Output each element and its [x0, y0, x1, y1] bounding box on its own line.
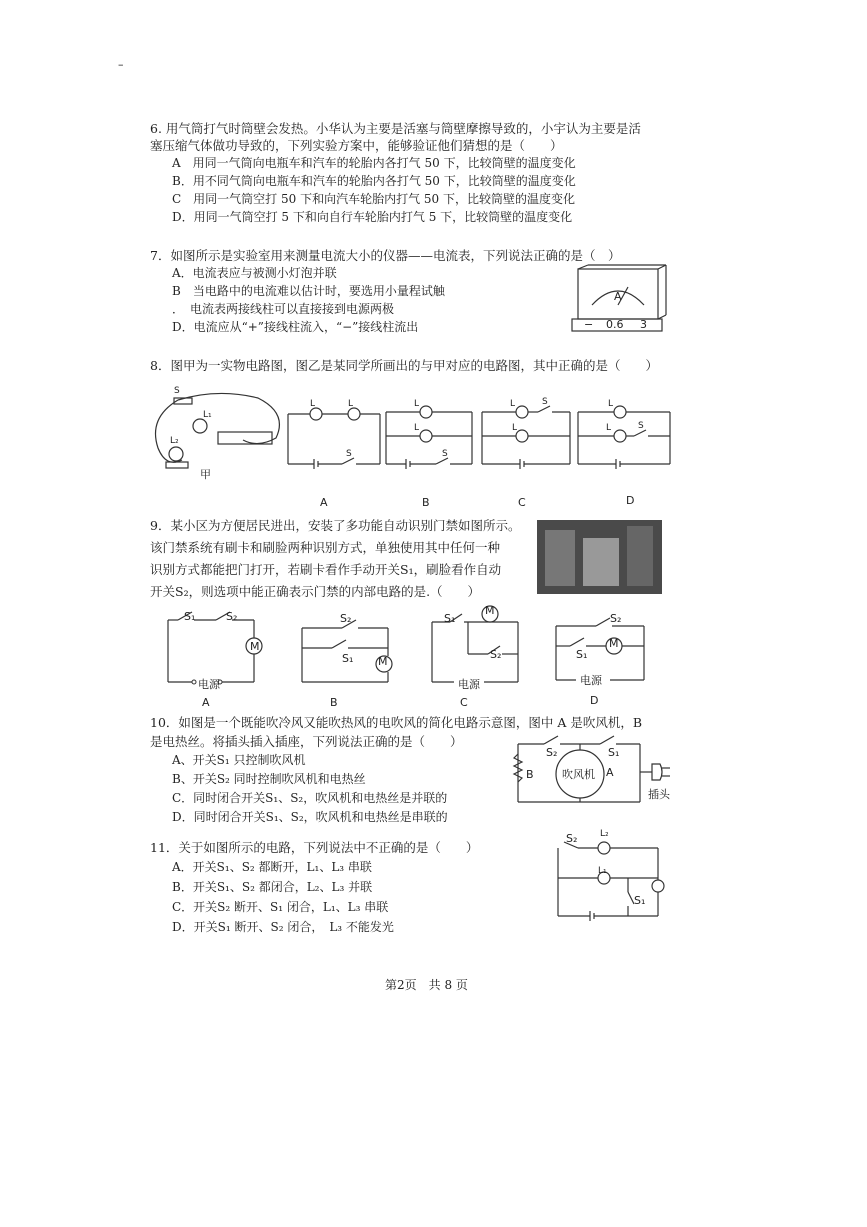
q11-option-b: B．开关S₁、S₂ 都闭合，L₂、L₃ 并联 — [172, 880, 373, 894]
q6-option-d: D．用同一气筒空打 5 下和向自行车轮胎内打气 5 下，比较筒壁的温度变化 — [172, 210, 573, 224]
q10-fig-plug: 插头 — [648, 788, 670, 801]
ammeter-symbol: A — [614, 290, 622, 303]
q8-circuit-c — [482, 397, 574, 468]
q9b-motor: M — [378, 655, 388, 668]
q9-line-4: 开关S₂，则选项中能正确表示门禁的内部电路的是.（ ） — [150, 584, 481, 599]
ammeter-terminal-06: 0.6 — [606, 318, 624, 331]
page-footer: 第2页 共 8 页 — [385, 978, 468, 992]
q9a-s2: S₂ — [226, 610, 238, 623]
q8-physical-circuit — [148, 388, 288, 478]
q6-stem-2: 塞压缩气体做功导致的，下列实验方案中，能够验证他们猜想的是（ ） — [150, 138, 563, 153]
q10-fig-a: A — [606, 766, 614, 779]
q9d-power: 电源 — [580, 674, 602, 687]
q9c-s1: S₁ — [444, 612, 456, 625]
q8-photo-l2: L₂ — [170, 436, 179, 446]
page-mark: – — [118, 58, 124, 71]
q9-label-b: B — [330, 696, 338, 709]
q11-fig-s1: S₁ — [634, 894, 646, 907]
q8-circuit-d — [578, 400, 674, 468]
q8-photo-l1: L₁ — [203, 410, 212, 420]
q8-label-a: A — [320, 496, 328, 509]
q7-stem: 7．如图所示是实验室用来测量电流大小的仪器——电流表，下列说法正确的是（ ） — [150, 248, 621, 263]
q9d-s1: S₁ — [576, 648, 588, 661]
svg-text:S: S — [638, 421, 644, 431]
q8-label-c: C — [518, 496, 526, 509]
ammeter-terminal-3: 3 — [640, 318, 647, 331]
q11-option-d: D．开关S₁ 断开、S₂ 闭合， L₃ 不能发光 — [172, 920, 394, 934]
q6-option-a: A 用同一气筒向电瓶车和汽车的轮胎内各打气 50 下，比较筒壁的温度变化 — [172, 156, 576, 170]
svg-text:L: L — [608, 399, 614, 409]
q9-line-3: 识别方式都能把门打开，若刷卡看作手动开关S₁，刷脸看作自动 — [150, 562, 502, 577]
q9a-s1: S₁ — [184, 610, 196, 623]
svg-text:L: L — [512, 423, 518, 433]
q9a-power: 电源 — [198, 678, 220, 691]
q10-option-d: D．同时闭合开关S₁、S₂，吹风机和电热丝是串联的 — [172, 810, 448, 824]
svg-text:L: L — [606, 423, 612, 433]
q7-option-a: A．电流表应与被测小灯泡并联 — [172, 266, 337, 280]
q6-option-c: C 用同一气筒空打 50 下和向汽车轮胎内打气 50 下，比较筒壁的温度变化 — [172, 192, 575, 206]
q8-label-b: B — [422, 496, 430, 509]
q9d-motor: M — [609, 637, 619, 650]
q9-line-2: 该门禁系统有刷卡和刷脸两种识别方式，单独使用其中任何一种 — [150, 540, 501, 555]
q10-fig-b: B — [526, 768, 534, 781]
q7-option-d: D．电流应从“+”接线柱流入，“−”接线柱流出 — [172, 320, 419, 334]
q10-option-a: A、开关S₁ 只控制吹风机 — [172, 753, 306, 767]
svg-text:L: L — [414, 423, 420, 433]
q6-option-b: B．用不同气筒向电瓶车和汽车的轮胎内各打气 50 下，比较筒壁的温度变化 — [172, 174, 576, 188]
q9c-power: 电源 — [458, 678, 480, 691]
q8-circuit-a — [288, 398, 384, 468]
q9c-s2: S₂ — [490, 648, 502, 661]
q11-stem: 11．关于如图所示的电路，下列说法中不正确的是（ ） — [150, 840, 479, 855]
q7-option-c: ． 电流表两接线柱可以直接接到电源两极 — [172, 302, 395, 316]
q8-photo-s: S — [174, 386, 180, 396]
q11-fig-s2: S₂ — [566, 832, 578, 845]
q9-label-a: A — [202, 696, 210, 709]
q10-fig-s2: S₂ — [546, 746, 558, 759]
q8-stem: 8．图甲为一实物电路图，图乙是某同学所画出的与甲对应的电路图，其中正确的是（ ） — [150, 358, 658, 373]
q8-circuit-b — [386, 400, 476, 468]
svg-text:L: L — [414, 399, 420, 409]
q9-label-d: D — [590, 694, 599, 707]
q11-option-c: C．开关S₂ 断开、S₁ 闭合，L₁、L₃ 串联 — [172, 900, 389, 914]
q11-option-a: A．开关S₁、S₂ 都断开，L₁、L₃ 串联 — [172, 860, 372, 874]
svg-text:S: S — [542, 397, 548, 407]
q10-option-b: B、开关S₂ 同时控制吹风机和电热丝 — [172, 772, 366, 786]
q10-fig-s1: S₁ — [608, 746, 620, 759]
q9-line-1: 9．某小区为方便居民进出，安装了多功能自动识别门禁如图所示。 — [150, 518, 521, 533]
q9-label-c: C — [460, 696, 468, 709]
q10-option-c: C．同时闭合开关S₁、S₂，吹风机和电热丝是并联的 — [172, 791, 448, 805]
q11-fig-l1: L₁ — [598, 866, 607, 876]
q11-fig-l2: L₂ — [600, 829, 609, 839]
q10-stem-1: 10．如图是一个既能吹冷风又能吹热风的电吹风的简化电路示意图，图中 A 是吹风机，B — [150, 715, 643, 730]
q9a-motor: M — [250, 640, 260, 653]
q10-stem-2: 是电热丝。将插头插入插座，下列说法正确的是（ ） — [150, 734, 463, 749]
q9d-s2: S₂ — [610, 612, 622, 625]
q9b-s2: S₂ — [340, 612, 352, 625]
q8a-l1: L — [310, 399, 316, 409]
svg-text:S: S — [442, 449, 448, 459]
door-access-photo — [537, 520, 662, 594]
q8-photo-label: 甲 — [200, 468, 211, 481]
svg-text:L: L — [348, 399, 354, 409]
q10-fig-fan: 吹风机 — [562, 768, 595, 781]
q9c-motor: M — [485, 604, 495, 617]
q6-stem-1: 6. 用气筒打气时筒壁会发热。小华认为主要是活塞与筒壁摩擦导致的，小宇认为主要是活 — [150, 121, 641, 136]
ammeter-terminal-neg: − — [584, 318, 594, 331]
svg-text:L: L — [510, 399, 516, 409]
svg-text:S: S — [346, 449, 352, 459]
q11-circuit — [558, 838, 668, 920]
q8-label-d: D — [626, 494, 635, 507]
q9b-s1: S₁ — [342, 652, 354, 665]
q7-option-b: B 当电路中的电流难以估计时，要选用小量程试触 — [172, 284, 445, 298]
